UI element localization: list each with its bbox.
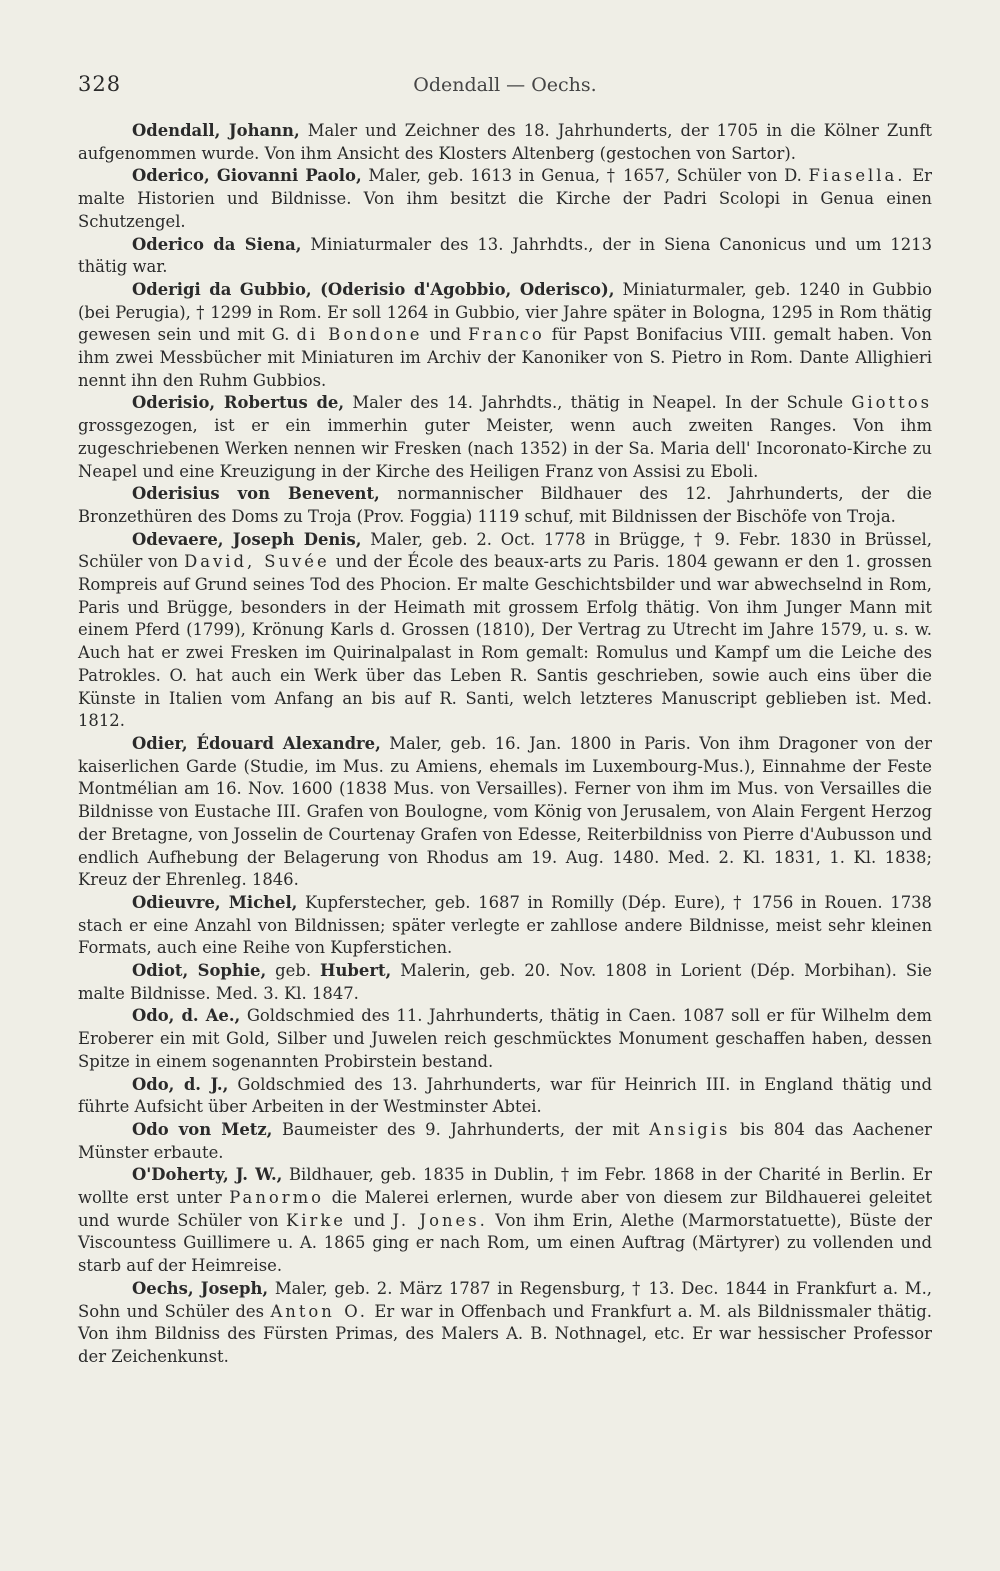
entry-text: und der École des beaux-arts zu Paris. 1804 gewann er den 1. grossen Rompreis auf Grund seines Tod des Phocion. Er malte Geschichtsbilder und war abwechselnd in Rom, Paris und Brügge, besonders in der Heimath mit grossem Erfolg thätig. Von ihm Junger Mann mit einem Pferd (1799), Krönung Karls d. Grossen (1810), Der Vertrag zu Utrecht im Jahre 1579, u. s. w. Auch hat er zwei Fresken im Quirinalpalast in Rom gemalt: Romulus und Kampf um die Leiche des Patrokles. O. hat auch ein Werk über das Leben R. Santis geschrieben, sowie auch eins über die Künste in Italien vom Anfang an bis auf R. Santi, welch letzteres Manuscript geblieben ist. Med. 1812. (78, 552, 932, 731)
entry-name: Odo, d. J., (132, 1074, 229, 1094)
entry-name: Oderisius von Benevent, (132, 484, 380, 504)
entry-oderigi (78, 279, 932, 393)
entry-odendall (78, 120, 932, 165)
entry-oderisius (78, 483, 932, 528)
entry-birth-name: Hubert, (320, 961, 392, 981)
entry-text: Kupferstecher, geb. 1687 in Romilly (Dép. Eure), † 1756 in Rouen. 1738 stach er eine Anzahl von Bildnissen; später verlegte er zahllose andere Bildnisse, meist sehr kleinen Formats, auch eine Reihe von Kupferstichen. (78, 892, 932, 958)
entry-text: Goldschmied des 11. Jahrhunderts, thätig in Caen. 1087 soll er für Wilhelm dem Eroberer ein mit Gold, Silber und Juwelen reich geschmücktes Monument geschaffen haben, dessen Spitze in einem sogenannten Probirstein bestand. (78, 1006, 932, 1071)
entry-text: Miniaturmaler, geb. 1240 in Gubbio (bei Perugia), † 1299 in Rom. Er soll 1264 in Gubbio, vier Jahre später in Bologna, 1295 in Rom thätig gewesen sein und mit G. (78, 279, 932, 345)
entry-name: Oderigi da Gubbio, (Oderisio d'Agobbio, Oderisco), (132, 279, 615, 299)
entry-name: O'Doherty, J. W., (132, 1165, 283, 1185)
entry-odo-j (78, 1074, 932, 1119)
spaced-name: David, Suvée (184, 552, 330, 572)
entry-name: Oderico, Giovanni Paolo, (132, 166, 362, 186)
entry-oderisio (78, 392, 932, 483)
entry-name: Odier, Édouard Alexandre, (132, 733, 381, 753)
entry-name: Odevaere, Joseph Denis, (132, 529, 362, 549)
spaced-name: Fiasella. (808, 166, 906, 186)
entry-text: Baumeister des 9. Jahrhunderts, der mit (281, 1119, 640, 1139)
entry-name: Odiot, Sophie, (132, 961, 267, 981)
spaced-name: Giottos (851, 393, 932, 413)
entry-text: Maler, geb. 16. Jan. 1800 in Paris. Von ihm Dragoner von der kaiserlichen Garde (Studie, im Mus. zu Amiens, ehemals im Luxembourg-Mus.), Einnahme der Feste Montmélian am 16. Nov. 1600 (1838 Mus. von Versailles). Ferner von ihm im Mus. von Versailles die Bildnisse von Eustache III. Grafen von Boulogne, vom König von Jerusalem, von Alain Fergent Herzog der Bretagne, von Josselin de Courtenay Grafen von Edesse, Reiterbildniss von Pierre d'Aubusson und endlich Aufhebung der Belagerung von Rhodus am 19. Aug. 1480. Med. 2. Kl. 1831, 1. Kl. 1838; Kreuz der Ehrenleg. 1846. (78, 733, 932, 890)
entry-odevaere (78, 529, 932, 733)
spaced-name: J. Jones. (392, 1210, 488, 1230)
entry-oderico-siena (78, 234, 932, 279)
entry-text: Maler des 14. Jahrhdts., thätig in Neapel. In der Schule (352, 393, 844, 413)
entry-text: Maler und Zeichner des 18. Jahrhunderts, der 1705 in die Kölner Zunft aufgenommen wurde. Von ihm Ansicht des Klosters Altenberg (gestochen von Sartor). (78, 121, 932, 163)
spaced-name: Ansigis (649, 1119, 731, 1139)
spaced-name: Kirke (286, 1210, 346, 1230)
page-header (78, 72, 932, 102)
entry-odo-metz (78, 1119, 932, 1164)
entry-text: die Malerei erlernen, wurde aber von diesem zur Bildhauerei geleitet und wurde Schüler von (78, 1188, 932, 1230)
spaced-name: Panormo (229, 1188, 324, 1208)
entry-odier (78, 733, 932, 892)
spaced-name: Anton O. (270, 1301, 368, 1321)
spaced-name: Franco (468, 325, 545, 345)
running-title: Odendall — Oechs. (413, 74, 597, 96)
entry-text: Er malte Historien und Bildnisse. Von ihm besitzt die Kirche der Padri Scolopi in Genua einen Schutzengel. (78, 166, 932, 231)
entry-name: Odo, d. Ae., (132, 1006, 241, 1026)
entry-text: grossgezogen, ist er ein immerhin guter Meister, wenn auch zweiten Ranges. Von ihm zugeschriebenen Werken nennen wir Fresken (nach 1352) in der Sa. Maria dell' Incoronato-Kirche zu Neapel und eine Kreuzigung in der Kirche des Heiligen Franz von Assisi zu Eboli. (78, 416, 932, 481)
entry-name: Odo von Metz, (132, 1119, 273, 1139)
entry-name: Oderico da Siena, (132, 234, 302, 254)
entry-text: Bildhauer, geb. 1835 in Dublin, † im Febr. 1868 in der Charité in Berlin. Er wollte erst unter (78, 1165, 932, 1208)
entry-odieuvre (78, 892, 932, 960)
entry-name: Oechs, Joseph, (132, 1278, 269, 1298)
entry-name: Oderisio, Robertus de, (132, 393, 345, 413)
entry-oderico-giovanni (78, 165, 932, 233)
entry-odoherty (78, 1164, 932, 1278)
entry-name: Odieuvre, Michel, (132, 892, 298, 912)
entry-odiot (78, 960, 932, 1005)
entry-text: Von ihm Erin, Alethe (Marmorstatuette), Büste der Viscountess Guillimere u. A. 1865 ging er nach Rom, um einen Auftrag (Märtyrer) zu vollenden und starb auf der Heimreise. (78, 1210, 932, 1276)
spaced-name: di Bondone (296, 325, 423, 345)
entry-text: Er war in Offenbach und Frankfurt a. M. als Bildnissmaler thätig. Von ihm Bildniss des Fürsten Primas, des Malers A. B. Nothnagel, etc. Er war hessischer Professor der Zeichenkunst. (78, 1301, 932, 1366)
entry-text: Malerin, geb. 20. Nov. 1808 in Lorient (Dép. Morbihan). Sie malte Bildnisse. Med. 3. Kl. 1847. (78, 961, 933, 1003)
entry-text: und (353, 1210, 386, 1230)
entry-name: Odendall, Johann, (132, 121, 300, 140)
entry-text: normannischer Bildhauer des 12. Jahrhunderts, der die Bronzethüren des Doms zu Troja (Prov. Foggia) 1119 schuf, mit Bildnissen der Bischöfe von Troja. (78, 484, 932, 526)
entry-text: für Papst Bonifacius VIII. gemalt haben. Von ihm zwei Messbücher mit Miniaturen im Archiv der Kanoniker von S. Pietro in Rom. Dante Allighieri nennt ihn den Ruhm Gubbios. (78, 325, 932, 390)
entry-text: und (429, 325, 462, 345)
entry-text: bis 804 das Aachener Münster erbaute. (78, 1119, 932, 1162)
entry-text: Maler, geb. 2. Oct. 1778 in Brügge, † 9. Febr. 1830 in Brüssel, Schüler von (78, 529, 932, 572)
entry-text: Miniaturmaler des 13. Jahrhdts., der in Siena Canonicus und um 1213 thätig war. (78, 234, 933, 277)
dictionary-entries (78, 120, 932, 1369)
entry-text: Maler, geb. 2. März 1787 in Regensburg, † 13. Dec. 1844 in Frankfurt a. M., Sohn und Schüler des (78, 1278, 933, 1321)
page-number: 328 (78, 72, 122, 96)
entry-text: geb. (275, 961, 312, 981)
entry-text: Goldschmied des 13. Jahrhunderts, war für Heinrich III. in England thätig und führte Aufsicht über Arbeiten in der Westminster Abtei. (78, 1074, 932, 1117)
entry-odo-ae (78, 1005, 932, 1073)
entry-text: Maler, geb. 1613 in Genua, † 1657, Schüler von D. (368, 166, 802, 186)
entry-oechs (78, 1278, 932, 1369)
